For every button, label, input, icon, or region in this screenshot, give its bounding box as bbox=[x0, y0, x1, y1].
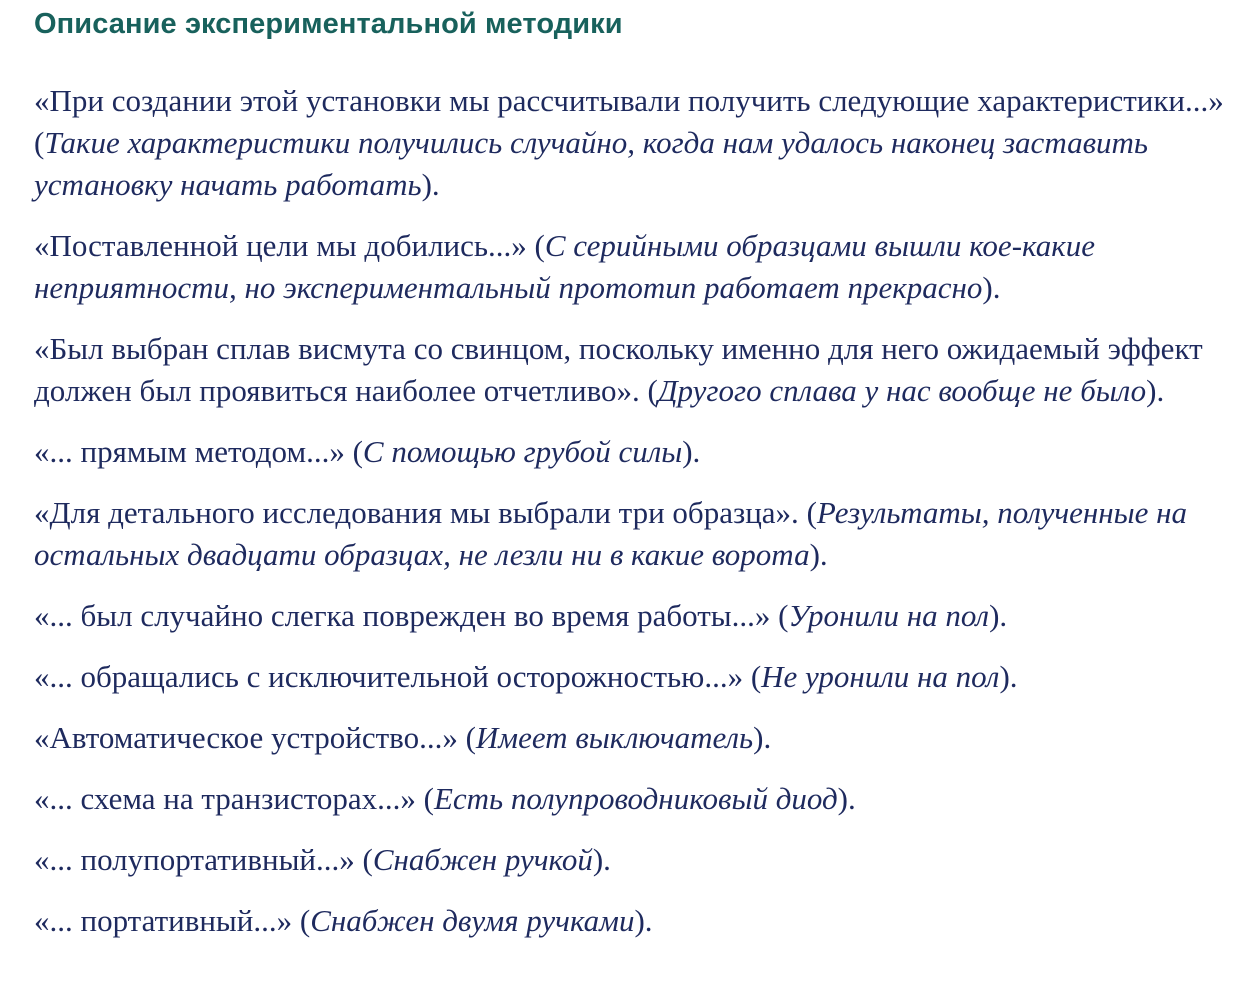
list-item: «... портативный...» (Снабжен двумя ручками). bbox=[34, 903, 653, 938]
item-comment: С серийными образцами вышли кое-какие неприятности, но экспериментальный прототип работает прекрасно bbox=[34, 228, 1096, 305]
list-item: «... был случайно слегка поврежден во время работы...» (Уронили на пол). bbox=[34, 598, 1008, 633]
item-comment: Снабжен ручкой bbox=[372, 842, 593, 877]
page-title: Описание экспериментальной методики bbox=[34, 8, 623, 40]
list-item: «Был выбран сплав висмута со свинцом, поскольку именно для него ожидаемый эффект должен был проявиться наиболее отчетливо». (Другого сплава у нас вообще не было). bbox=[34, 331, 1203, 408]
list-item: «... полупортативный...» (Снабжен ручкой). bbox=[34, 842, 611, 877]
item-comment: С помощью грубой силы bbox=[362, 434, 683, 469]
item-comment: Есть полупроводниковый диод bbox=[433, 781, 838, 816]
item-list bbox=[34, 80, 1230, 942]
item-comment: Снабжен двумя ручками bbox=[310, 903, 635, 938]
item-comment: Результаты, полученные на остальных двадцати образцах, не лезли ни в какие ворота bbox=[34, 495, 1188, 572]
item-comment: Уронили на пол bbox=[788, 598, 990, 633]
list-item: «Для детального исследования мы выбрали три образца». (Результаты, полученные на остальных двадцати образцах, не лезли ни в какие ворота). bbox=[34, 495, 1188, 572]
item-quote: «... обращались с исключительной осторожностью...» bbox=[34, 659, 744, 694]
list-item: «При создании этой установки мы рассчитывали получить следующие характеристики...» (Такие характеристики получились случайно, когда нам удалось наконец заставить установку начать работать). bbox=[34, 83, 1224, 202]
item-comment: Другого сплава у нас вообще не было bbox=[657, 373, 1147, 408]
item-quote: «... был случайно слегка поврежден во время работы...» bbox=[34, 598, 771, 633]
item-quote: «Был выбран сплав висмута со свинцом, поскольку именно для него ожидаемый эффект должен был проявиться наиболее отчетливо». bbox=[34, 331, 1203, 408]
item-quote: «... схема на транзисторах...» bbox=[34, 781, 416, 816]
item-quote: «Поставленной цели мы добились...» bbox=[34, 228, 527, 263]
item-quote: «... полупортативный...» bbox=[34, 842, 355, 877]
item-comment: Такие характеристики получились случайно, когда нам удалось наконец заставить установку начать работать bbox=[34, 125, 1149, 202]
list-item: «Автоматическое устройство...» (Имеет выключатель). bbox=[34, 720, 772, 755]
item-quote: «... прямым методом...» bbox=[34, 434, 345, 469]
document-page bbox=[34, 0, 1230, 961]
item-quote: «Автоматическое устройство...» bbox=[34, 720, 458, 755]
item-quote: «При создании этой установки мы рассчитывали получить следующие характеристики...» bbox=[34, 83, 1224, 118]
item-comment: Имеет выключатель bbox=[475, 720, 754, 755]
list-item: «... схема на транзисторах...» (Есть полупроводниковый диод). bbox=[34, 781, 856, 816]
list-item: «... прямым методом...» (С помощью грубой силы). bbox=[34, 434, 701, 469]
item-quote: «... портативный...» bbox=[34, 903, 293, 938]
item-quote: «Для детального исследования мы выбрали три образца». bbox=[34, 495, 799, 530]
list-item: «Поставленной цели мы добились...» (С серийными образцами вышли кое-какие неприятности, но экспериментальный прототип работает прекрасно). bbox=[34, 228, 1096, 305]
item-comment: Не уронили на пол bbox=[761, 659, 1000, 694]
list-item: «... обращались с исключительной осторожностью...» (Не уронили на пол). bbox=[34, 659, 1018, 694]
